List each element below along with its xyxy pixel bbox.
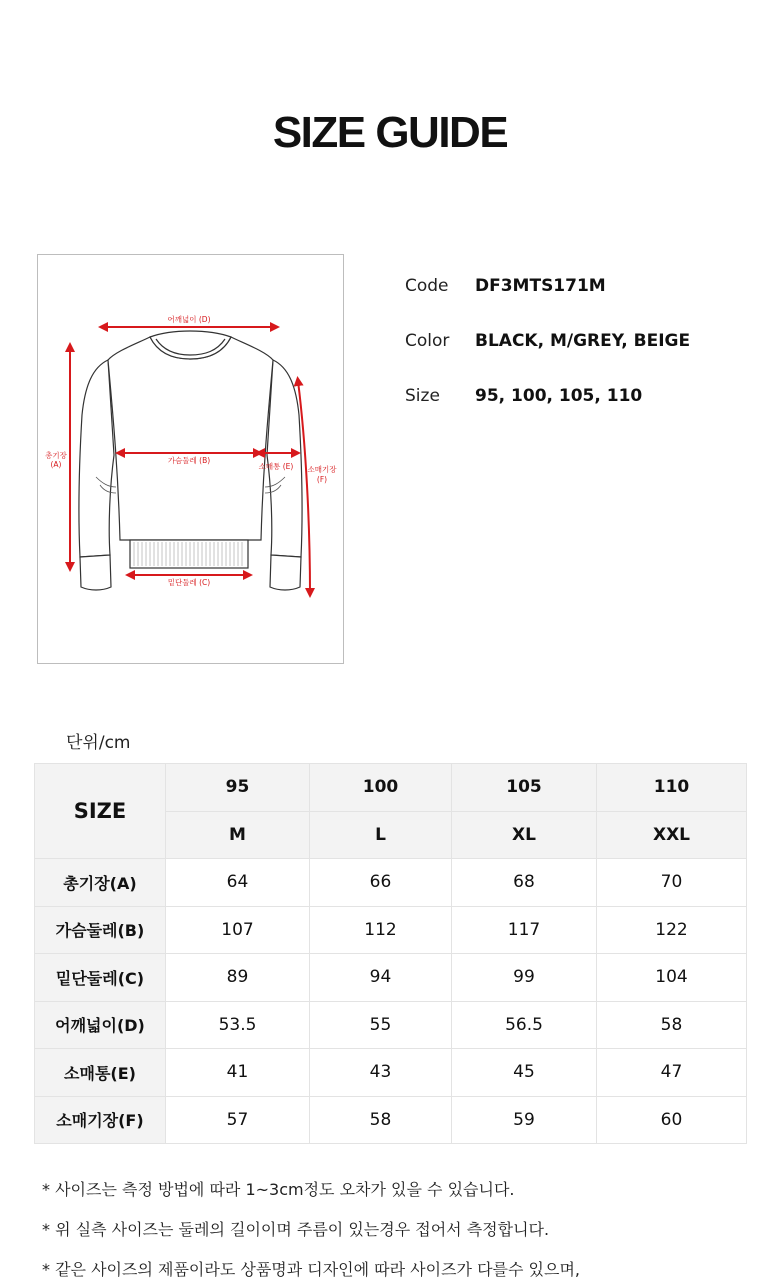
sleeve-length-label-2: (F) <box>316 475 328 484</box>
table-cell: 117 <box>452 906 597 954</box>
size-letter-header: L <box>310 811 452 859</box>
info-value-code: DF3MTS171M <box>475 276 606 296</box>
sweatshirt-illustration <box>38 255 343 663</box>
info-key-code: Code <box>405 276 449 296</box>
table-row <box>35 1096 747 1144</box>
row-label: 가슴둘레(B) <box>35 906 166 954</box>
info-value-size: 95, 100, 105, 110 <box>475 386 643 406</box>
table-cell: 66 <box>310 859 452 907</box>
table-row <box>35 906 747 954</box>
row-label: 총기장(A) <box>35 859 166 907</box>
row-label: 소매통(E) <box>35 1049 166 1097</box>
size-table <box>34 763 747 1144</box>
table-cell: 89 <box>166 954 310 1002</box>
row-label: 어깨넓이(D) <box>35 1001 166 1049</box>
table-row <box>35 954 747 1002</box>
info-row-code <box>405 276 690 331</box>
info-key-size: Size <box>405 386 440 406</box>
table-cell: 45 <box>452 1049 597 1097</box>
product-info <box>405 276 690 441</box>
info-row-color <box>405 331 690 386</box>
size-number-header: 110 <box>597 764 747 812</box>
info-key-color: Color <box>405 331 450 351</box>
chest-label: 가슴둘레 (B) <box>167 456 211 465</box>
sleeve-width-label: 소매통 (E) <box>258 462 294 471</box>
shoulder-label: 어깨넓이 (D) <box>167 315 211 324</box>
table-cell: 68 <box>452 859 597 907</box>
size-letter-header: M <box>166 811 310 859</box>
note-text: * 사이즈는 측정 방법에 따라 1~3cm정도 오차가 있을 수 있습니다. <box>42 1180 515 1199</box>
row-label: 소매기장(F) <box>35 1096 166 1144</box>
table-cell: 53.5 <box>166 1001 310 1049</box>
table-cell: 104 <box>597 954 747 1002</box>
table-cell: 55 <box>310 1001 452 1049</box>
table-cell: 60 <box>597 1096 747 1144</box>
sweatshirt-measurement-diagram <box>37 254 344 664</box>
table-cell: 43 <box>310 1049 452 1097</box>
table-row <box>35 1049 747 1097</box>
size-letter-header: XL <box>452 811 597 859</box>
size-letter-header: XXL <box>597 811 747 859</box>
note-text: * 같은 사이즈의 제품이라도 상품명과 디자인에 따라 사이즈가 다를수 있으며, <box>42 1260 580 1279</box>
length-label-1: 총기장 <box>45 451 67 460</box>
size-number-header: 95 <box>166 764 310 812</box>
table-row <box>35 1001 747 1049</box>
table-cell: 122 <box>597 906 747 954</box>
table-cell: 94 <box>310 954 452 1002</box>
unit-label: 단위/cm <box>66 733 131 753</box>
table-cell: 59 <box>452 1096 597 1144</box>
info-value-color: BLACK, M/GREY, BEIGE <box>475 331 691 351</box>
size-number-header: 105 <box>452 764 597 812</box>
size-header: SIZE <box>35 764 166 859</box>
row-label: 밑단둘레(C) <box>35 954 166 1002</box>
table-cell: 41 <box>166 1049 310 1097</box>
length-label-2: (A) <box>50 460 62 469</box>
table-row <box>35 859 747 907</box>
table-cell: 107 <box>166 906 310 954</box>
table-cell: 58 <box>310 1096 452 1144</box>
table-cell: 47 <box>597 1049 747 1097</box>
table-cell: 99 <box>452 954 597 1002</box>
table-cell: 64 <box>166 859 310 907</box>
hem-label: 밑단둘레 (C) <box>167 578 211 587</box>
table-cell: 57 <box>166 1096 310 1144</box>
table-cell: 112 <box>310 906 452 954</box>
table-cell: 56.5 <box>452 1001 597 1049</box>
info-row-size <box>405 386 690 441</box>
table-header-row-sizes <box>35 764 747 812</box>
note-text: * 위 실측 사이즈는 둘레의 길이이며 주름이 있는경우 접어서 측정합니다. <box>42 1220 550 1239</box>
page-title: SIZE GUIDE <box>272 108 508 157</box>
size-number-header: 100 <box>310 764 452 812</box>
size-notes <box>42 1178 580 1280</box>
table-cell: 70 <box>597 859 747 907</box>
table-cell: 58 <box>597 1001 747 1049</box>
sleeve-length-label-1: 소매기장 <box>307 465 337 474</box>
